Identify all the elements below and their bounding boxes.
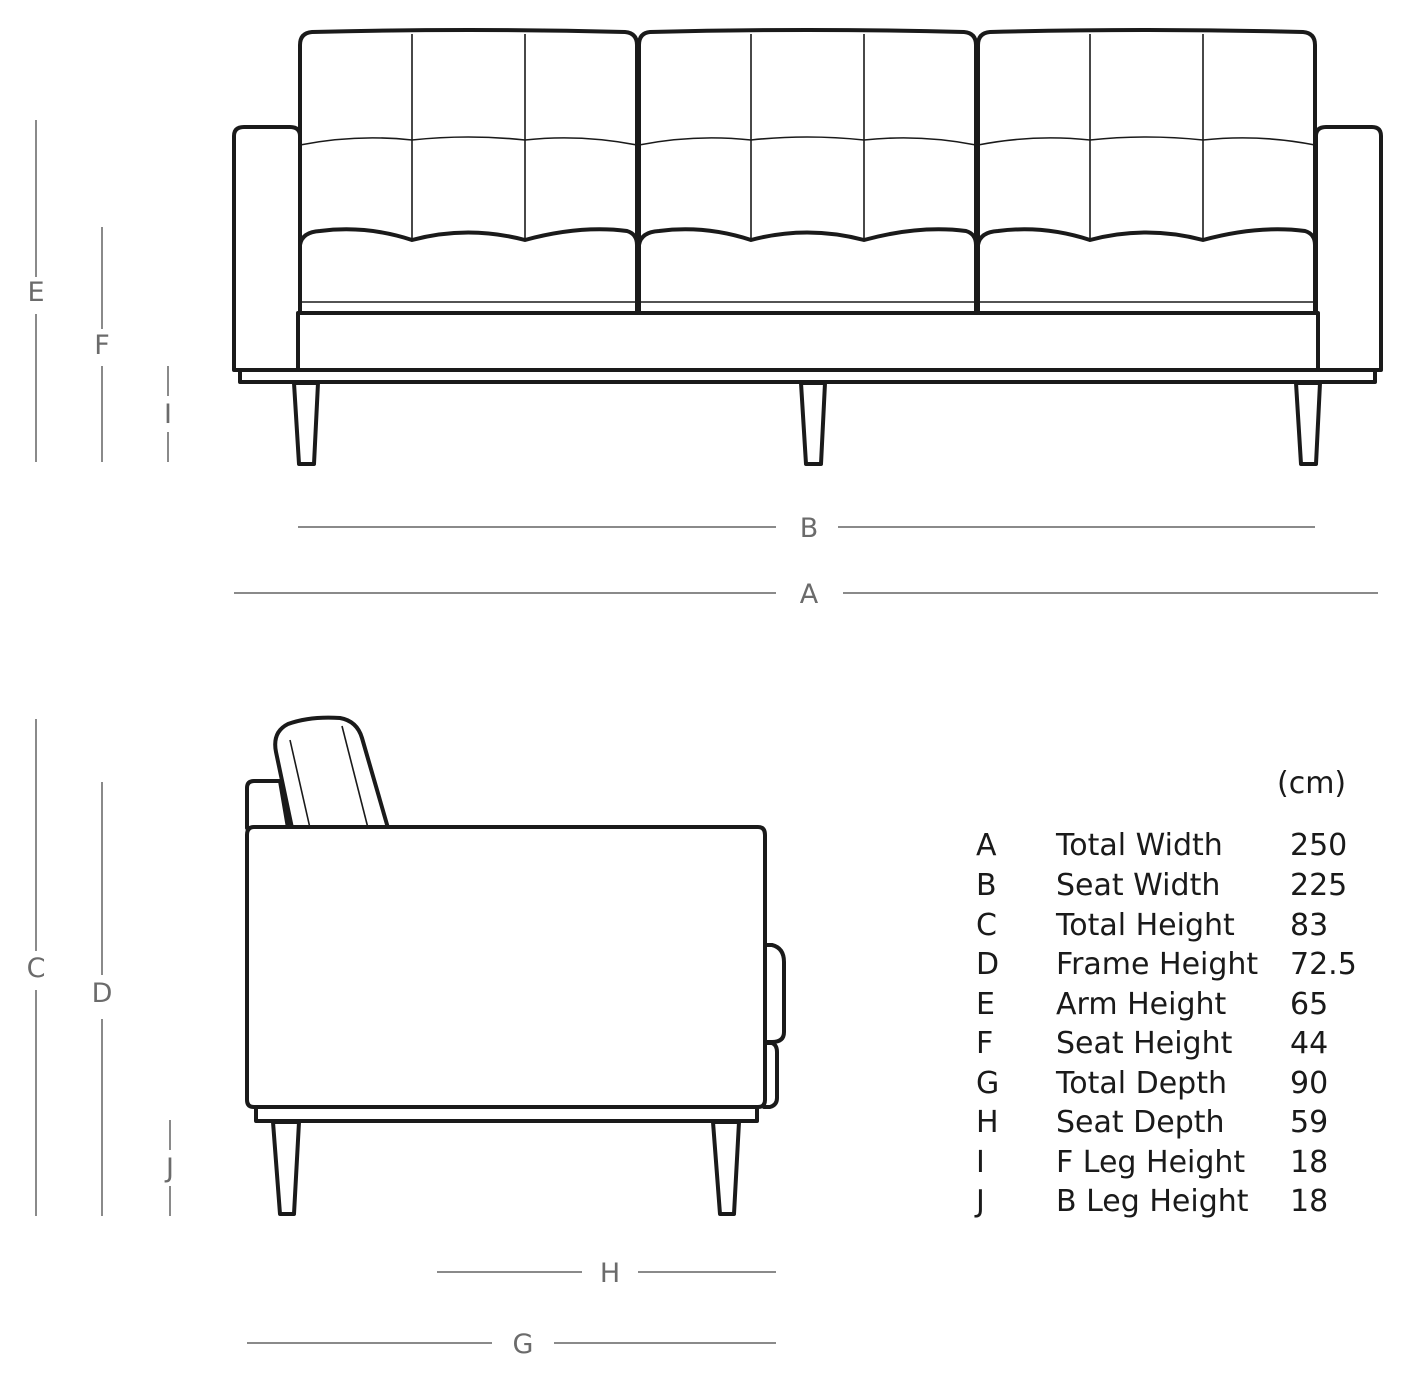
row-letter: E bbox=[976, 987, 995, 1022]
front-leg-left bbox=[294, 383, 318, 464]
row-label: Seat Width bbox=[1056, 868, 1221, 903]
dim-label-d: D bbox=[91, 978, 113, 1009]
dim-label-h: H bbox=[599, 1258, 621, 1289]
front-right-arm bbox=[1316, 127, 1381, 370]
row-value: 65 bbox=[1290, 987, 1329, 1022]
front-seat-cushion-middle bbox=[639, 229, 976, 313]
dim-label-b: B bbox=[799, 513, 819, 544]
front-leg-right bbox=[1296, 383, 1320, 464]
row-value: 18 bbox=[1290, 1184, 1329, 1219]
row-label: Seat Height bbox=[1056, 1026, 1233, 1061]
side-base-plinth bbox=[256, 1107, 757, 1121]
row-value: 250 bbox=[1290, 828, 1348, 863]
row-value: 59 bbox=[1290, 1105, 1329, 1140]
row-label: F Leg Height bbox=[1056, 1145, 1246, 1180]
row-label: B Leg Height bbox=[1056, 1184, 1249, 1219]
front-frame-body bbox=[298, 313, 1318, 370]
row-label: Total Depth bbox=[1056, 1066, 1227, 1101]
dim-label-f: F bbox=[94, 330, 110, 361]
side-frame-body bbox=[247, 827, 765, 1107]
side-back-cushion bbox=[275, 718, 388, 828]
row-letter: A bbox=[976, 828, 997, 863]
row-letter: B bbox=[976, 868, 997, 903]
front-seat-cushion-left bbox=[300, 229, 637, 313]
row-label: Frame Height bbox=[1056, 947, 1259, 982]
row-label: Arm Height bbox=[1056, 987, 1227, 1022]
dim-label-c: C bbox=[26, 953, 46, 984]
row-letter: G bbox=[976, 1066, 1000, 1101]
dim-label-e: E bbox=[27, 277, 45, 308]
dim-label-g: G bbox=[512, 1329, 534, 1360]
row-value: 225 bbox=[1290, 868, 1348, 903]
row-label: Total Width bbox=[1056, 828, 1223, 863]
side-leg-front bbox=[713, 1122, 739, 1214]
dim-label-a: A bbox=[799, 579, 819, 610]
row-value: 44 bbox=[1290, 1026, 1329, 1061]
row-label: Total Height bbox=[1056, 908, 1235, 943]
row-letter: D bbox=[976, 947, 1000, 982]
row-value: 90 bbox=[1290, 1066, 1329, 1101]
dim-label-i: I bbox=[164, 399, 172, 430]
row-letter: C bbox=[976, 908, 997, 943]
row-letter: I bbox=[976, 1145, 985, 1180]
front-leg-middle bbox=[801, 383, 825, 464]
side-leg-back bbox=[273, 1122, 299, 1214]
unit-label: (cm) bbox=[1277, 766, 1347, 801]
front-seat-cushion-right bbox=[978, 229, 1315, 313]
row-value: 18 bbox=[1290, 1145, 1329, 1180]
row-letter: F bbox=[976, 1026, 994, 1061]
row-letter: H bbox=[976, 1105, 999, 1140]
front-left-arm bbox=[234, 127, 300, 370]
sofa-front-view bbox=[234, 30, 1381, 464]
row-value: 72.5 bbox=[1290, 947, 1357, 982]
row-value: 83 bbox=[1290, 908, 1329, 943]
sofa-side-view bbox=[247, 718, 784, 1214]
row-letter: J bbox=[976, 1184, 985, 1219]
row-label: Seat Depth bbox=[1056, 1105, 1225, 1140]
dim-label-j: J bbox=[166, 1153, 174, 1184]
